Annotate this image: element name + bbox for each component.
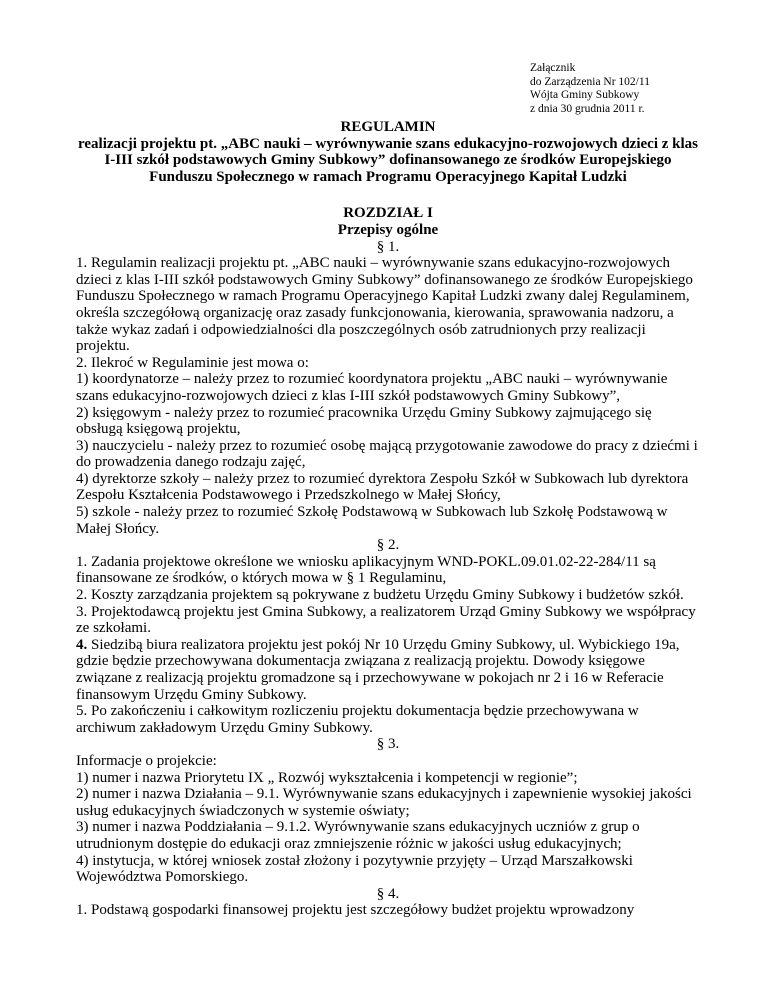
paragraph: 1. Zadania projektowe określone we wniosku aplikacyjnym WND-POKL.09.01.02-22-284/11 są finansowane ze środków, o których mowa w § 1 Regulaminu, xyxy=(76,553,656,587)
paragraph xyxy=(76,637,700,703)
annex-line: Wójta Gminy Subkowy xyxy=(530,89,640,101)
paragraph-text: Siedzibą biura realizatora projektu jest pokój Nr 10 Urzędu Gminy Subkowy, ul. Wybickiego 19a, gdzie będzie przechowywana dokumentacja związana z realizacją projektu. Dowody księgowe związane z realizacją projektu gromadzone są i przechowywane w pokojach nr 2 i 16 w Referacie finansowym Urzędu Gminy Subkowy. xyxy=(76,636,680,703)
paragraph: 3. Projektodawcą projektu jest Gmina Subkowy, a realizatorem Urząd Gminy Subkowy we współpracy ze szkołami. xyxy=(76,603,696,637)
list-item: 4) instytucja, w której wniosek został złożony i pozytywnie przyjęty – Urząd Marszałkowski Województwa Pomorskiego. xyxy=(76,852,633,886)
document-page xyxy=(76,62,700,919)
list-item: 3) nauczycielu - należy przez to rozumieć osobę mającą przygotowanie zawodowe do pracy z dziećmi i do prowadzenia danego rodzaju zajęć, xyxy=(76,437,698,471)
paragraph: Informacje o projekcie: xyxy=(76,752,217,769)
chapter-heading: ROZDZIAŁ I xyxy=(343,205,433,222)
list-item: 1) koordynatorze – należy przez to rozumieć koordynatora projektu „ABC nauki – wyrównywanie szans edukacyjno-rozwojowych dzieci z klas I-III szkół podstawowych Gminy Subkowy”, xyxy=(76,371,668,404)
paragraph: 1. Regulamin realizacji projektu pt. „ABC nauki – wyrównywanie szans edukacyjno-rozwojowych dzieci z klas I-III szkół podstawowych Gminy Subkowy” dofinansowanego ze środków Europejskiego Funduszu Społecznego w ramach Programu Operacyjnego Kapitał Ludzki zwany dalej Regulaminem, określa szczegółową organizację oraz zasady funkcjonowania, kierowania, sprawowania nadzoru, a także wykaz zadań i odpowiedzialności dla poszczególnych osób zatrudnionych przy realizacji projektu. xyxy=(76,255,693,355)
document-title: REGULAMIN xyxy=(340,119,436,135)
annex-line: z dnia 30 grudnia 2011 r. xyxy=(530,102,645,115)
list-item: 4) dyrektorze szkoły – należy przez to rozumieć dyrektora Zespołu Szkół w Subkowach lub dyrektora Zespołu Kształcenia Podstawowego i Przedszkolnego w Małej Słońcy, xyxy=(76,470,689,504)
document-subtitle: realizacji projektu pt. „ABC nauki – wyrównywanie szans edukacyjno-rozwojowych dzieci z klas I-III szkół podstawowych Gminy Subkowy” dofinansowanego ze środków Europejskiego Funduszu Społecznego w ramach Programu Operacyjnego Kapitał Ludzki xyxy=(78,135,698,185)
list-item: 3) numer i nazwa Poddziałania – 9.1.2. Wyrównywanie szans edukacyjnych uczniów z grup o utrudnionym dostępie do edukacji oraz zmniejszenie różnic w jakości usług edukacyjnych; xyxy=(76,819,640,852)
paragraph: 2. Koszty zarządzania projektem są pokrywane z budżetu Urzędu Gminy Subkowy i budżetów szkół. xyxy=(76,587,684,604)
chapter-subheading: Przepisy ogólne xyxy=(337,221,439,238)
list-item: 2) księgowym - należy przez to rozumieć pracownika Urzędu Gminy Subkowy zajmującego się obsługą księgową projektu, xyxy=(76,404,652,438)
list-item: 5) szkole - należy przez to rozumieć Szkołę Podstawową w Subkowach lub Szkołę Podstawową w Małej Słońcy. xyxy=(76,504,668,537)
annex-note xyxy=(530,62,700,116)
section-mark: § 3. xyxy=(376,736,400,753)
section-mark: § 2. xyxy=(376,537,400,554)
list-item: 1) numer i nazwa Priorytetu IX „ Rozwój wykształcenia i kompetencji w regionie”; xyxy=(76,769,578,786)
section-mark: § 4. xyxy=(376,885,400,902)
list-item: 2) numer i nazwa Działania – 9.1. Wyrównywanie szans edukacyjnych i zapewnienie wysokiej jakości usług edukacyjnych świadczonych w systemie oświaty; xyxy=(76,786,692,819)
paragraph-number: 4. xyxy=(76,636,88,653)
paragraph: 5. Po zakończeniu i całkowitym rozliczeniu projektu dokumentacja będzie przechowywana w archiwum zakładowym Urzędu Gminy Subkowy. xyxy=(76,703,639,736)
section-mark: § 1. xyxy=(376,238,400,255)
paragraph: 1. Podstawą gospodarki finansowej projektu jest szczegółowy budżet projektu wprowadzony xyxy=(76,902,635,919)
paragraph: 2. Ilekroć w Regulaminie jest mowa o: xyxy=(76,354,309,371)
annex-line: do Zarządzenia Nr 102/11 xyxy=(530,75,650,88)
annex-line: Załącznik xyxy=(530,62,576,74)
